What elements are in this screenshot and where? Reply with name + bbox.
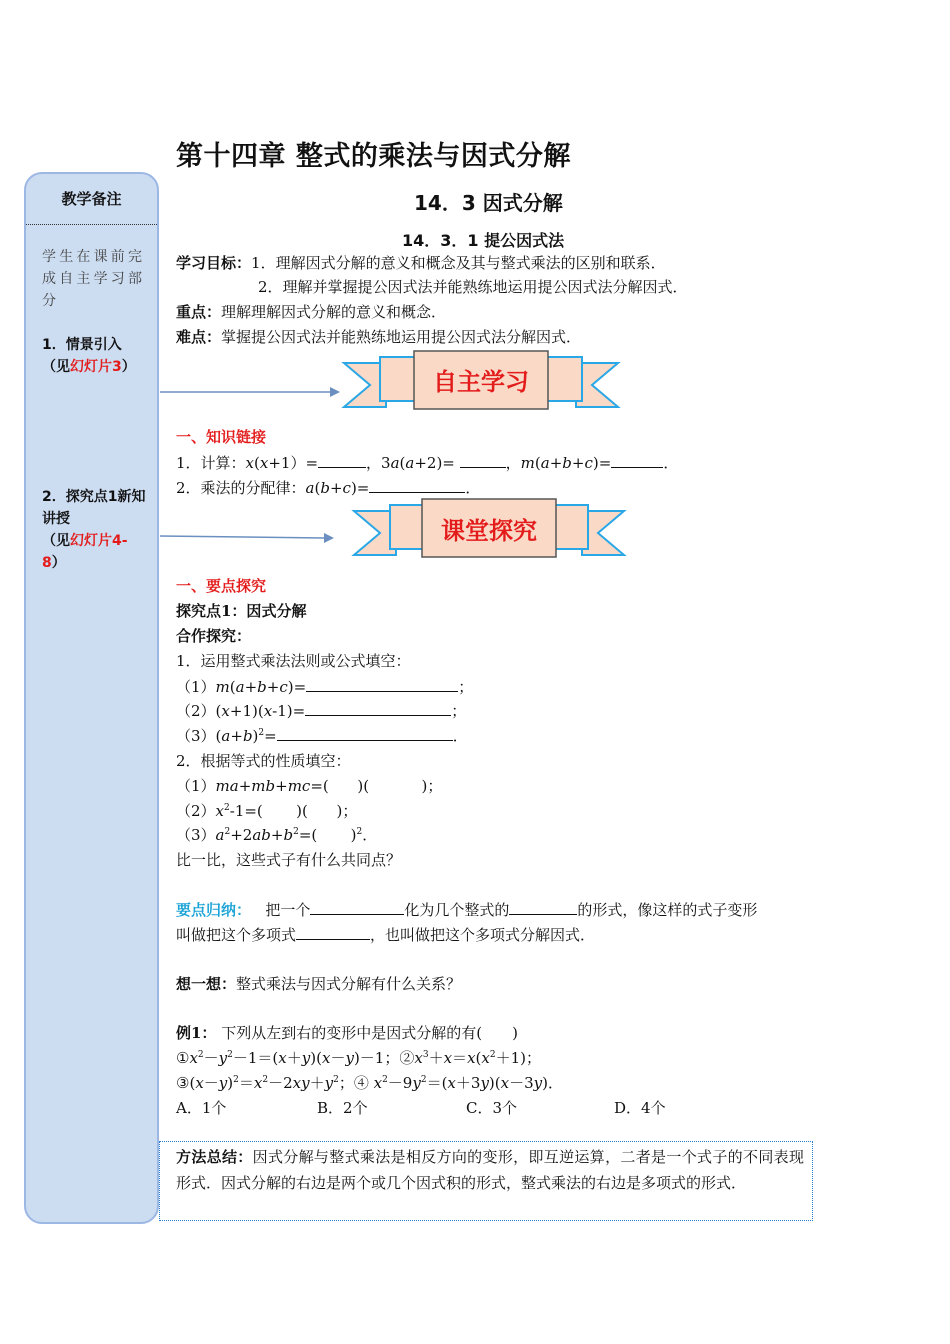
key-point: 重点：理解理解因式分解的意义和概念． [176, 303, 447, 321]
q1-item-1: （1）m(a+b+c)= ； [176, 678, 474, 696]
arrow-to-banner1 [158, 380, 348, 400]
section-title: 14．3 因式分解 [414, 191, 563, 215]
question-2: 2．根据等式的性质填空： [176, 752, 351, 770]
example-1-items-2: $③(x-y)^2=x^2-2xy+y^2$；④ $x^2-9y^2=(x+3y)(x-3y)$． [176, 1074, 563, 1092]
teaching-notes-sidebar [24, 172, 159, 1224]
q2-item-3: $(3)a^2+2ab+b^2=$( )$^2$． [176, 826, 378, 844]
q1-item-3: $(3)(a+b)^2=$ ． [176, 727, 468, 745]
key-summary-line1: 要点归纳： 把一个 化为几个整式的 的形式，像这样的式子变形 [176, 901, 758, 919]
key-summary-line2: 叫做把这个多项式 ，也叫做把这个多项式分解因式． [176, 926, 596, 944]
compare-question: 比一比，这些式子有什么共同点？ [176, 851, 402, 869]
question-1: 1．运用整式乘法法则或公式填空： [176, 652, 411, 670]
example-option-b: B．2个 [317, 1099, 368, 1117]
example-1-question: 例1： 下列从左到右的变形中是因式分解的有( ) [176, 1024, 518, 1042]
sidebar-item-explore [42, 486, 146, 574]
knowledge-heading: 一、知识链接 [176, 428, 267, 446]
coop-label: 合作探究： [176, 627, 252, 645]
sidebar-header: 教学备注 [61, 190, 122, 208]
example-1-items-1: $①x^2-y^2-1=(x+y)(x-y)-1$；$②x^3+x=x(x^2+1)$； [176, 1049, 541, 1067]
chapter-title: 第十四章 整式的乘法与因式分解 [176, 141, 571, 172]
method-summary-box [159, 1141, 813, 1221]
banner-self-study-label: 自主学习 [433, 368, 529, 396]
q2-item-2: $(2)x^2-1=$( )( )； [176, 802, 358, 820]
difficult-point: 难点：掌握提公因式法并能熟练地运用提公因式法分解因式． [176, 328, 582, 346]
objective-1: 1．理解因式分解的意义和概念及其与整式乘法的区别和联系． [251, 254, 666, 272]
example-option-a: A．1个 [176, 1099, 227, 1117]
q2-item-1: （1）ma+mb+mc=( )( )； [176, 777, 443, 795]
q1-item-2: （2）(x+1)(x-1)= ； [176, 702, 467, 720]
objectives-line1: 学习目标：1．理解因式分解的意义和概念及其与整式乘法的区别和联系． [176, 254, 666, 272]
example-option-d: D．4个 [614, 1099, 666, 1117]
sidebar-item-intro-label: 1．情景引入 [42, 337, 122, 353]
explore-heading: 一、要点探究 [176, 577, 267, 595]
think-prompt: 想一想：整式乘法与因式分解有什么关系？ [176, 975, 462, 993]
subsection-title: 14．3．1 提公因式法 [402, 231, 565, 250]
sidebar-item-explore-label: 2．探究点1新知讲授 [42, 489, 146, 527]
explore-point: 探究点1：因式分解 [176, 602, 307, 620]
arrow-to-banner2 [158, 527, 348, 547]
sidebar-item-intro [42, 334, 146, 378]
sidebar-divider [26, 224, 157, 225]
banner-class-explore-label: 课堂探究 [441, 517, 537, 545]
sidebar-item-intro-ref: （见幻灯片3） [42, 359, 136, 375]
objective-2: 2．理解并掌握提公因式法并能熟练地运用提公因式法分解因式． [258, 278, 688, 296]
method-summary: 方法总结：因式分解与整式乘法是相反方向的变形，即互逆运算，二者是一个式子的不同表现形式．因式分解的右边是两个或几个因式积的形式，整式乘法的右边是多项式的形式． [176, 1148, 804, 1192]
sidebar-item-explore-ref: （见幻灯片4-8） [42, 533, 128, 571]
knowledge-q2: 2．乘法的分配律：a(b+c)= ． [176, 479, 481, 497]
knowledge-q1: 1．计算：x(x+1）= ，3a(a+2)= ，m(a+b+c)= ． [176, 454, 679, 472]
example-option-c: C．3个 [466, 1099, 518, 1117]
sidebar-note: 学生在课前完成自主学习部分 [42, 249, 144, 309]
